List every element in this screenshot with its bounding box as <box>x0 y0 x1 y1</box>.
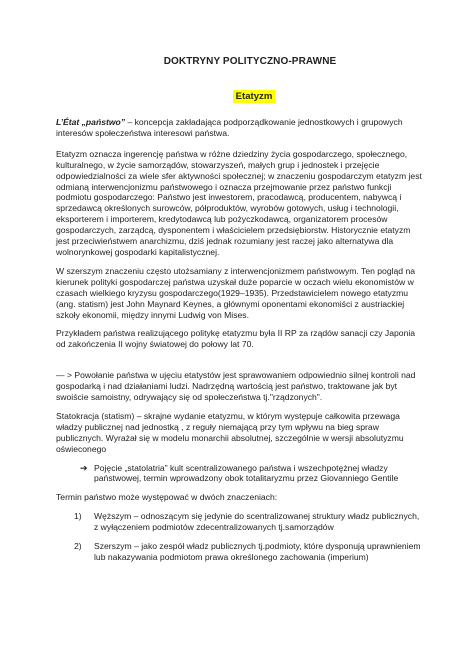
paragraph-statocracy: Statokracja (statism) – skrajne wydanie etatyzmu, w którym występuje całkowita przewaga władzy publicznej nad jednostką , z reguły niemającą przy tym wpływu na bieg spraw publicznych. Wyrażał się w modelu monarchii absolutnej, szczególnie w wersji absolutyzmu oświeconego <box>56 410 404 454</box>
paragraph-interventionism: W szerszym znaczeniu często utożsamiany z interwencjonizmem państwowym. Ten pogląd na kierunek polityki gospodarczej państwa uzyskał duże poparcie w oczach wielu ekonomistów w czasach wielkiego kryzysu gospodarczego(1929–1935). Przedstawicielem nowego etatyzmu (ang. statism) jest John Maynard Keynes, a głównymi oponentami ekonomiści z austriackiej szkoły ekonomii, między innymi Ludwig von Mises. <box>56 265 416 320</box>
item-number: 2) <box>74 541 82 552</box>
paragraph-two-meanings: Termin państwo może występować w dwóch znaczeniach: <box>56 492 278 503</box>
section-heading-wrap <box>84 86 424 104</box>
spacer <box>56 358 424 370</box>
numbered-item-1 <box>74 511 424 533</box>
paragraph-example: Przykładem państwa realizującego politykę etatyzmu była II RP za rządów sanacji czy Japonia od zakończenia II wojny światowej do połowy lat 70. <box>56 328 416 350</box>
numbered-item-2 <box>74 541 424 563</box>
arrow-right-icon: ➔ <box>80 462 88 473</box>
definition-text: – koncepcja zakładająca podporządkowanie jednostkowych i grupowych interesów społeczeństwa interesowi państwa. <box>56 117 403 138</box>
paragraph-definition <box>56 117 424 139</box>
item-text: Szerszym – jako zespół władz publicznych tj.podmioty, które dysponują uprawnieniem lub nakazywania podmiotom prawa określonego zachowania (imperium) <box>94 541 421 562</box>
definition-term: L’État „państwo” <box>56 117 126 127</box>
paragraph-state-role: — > Powołanie państwa w ujęciu etatystów jest sprawowaniem odpowiednio silnej kontroli nad gospodarką i nad działaniami ludzi. Nadrzędną wartością jest państwo, traktowane jak byt swoiście samoistny, odrywający się od społeczeństwa tj."rządzonych". <box>56 370 416 403</box>
arrow-bullet-text: Pojęcie „statolatria” kult scentralizowanego państwa i wszechpotężnej władzy państwowej, termin wprowadzony obok totalitaryzmu przez Giovanniego Gentile <box>94 462 399 484</box>
paragraph-etatism-meaning: Etatyzm oznacza ingerencję państwa w różne dziedziny życia gospodarczego, społecznego, kulturalnego, w życie samorządów, stowarzyszeń, małych grup i jednostek i przejęcie odpowiedzialności za wiele sfer aktywności społecznej; w znaczeniu gospodarczym etatyzm jest odmianą interwencjonizmu państwowego i oznacza przejmowanie przez państwo funkcji podmiotu gospodarczego: Państwo jest inwestorem, pracodawcą, producentem, nabywcą i sprzedawcą określonych surowców, półproduktów, wyrobów gotowych, usług i technologii, eksporterem i importerem, kredytodawcą lub pożyczkodawcą, organizatorem procesów gospodarczych, zarządcą, dysponentem i właścicielem przedsiębiorstw. Historycznie etatyzm jest przeciwieństwem anarchizmu, dziś jednak rozumiany jest raczej jako alternatywa dla wolnorynkowej gospodarki kapitalistycznej. <box>56 148 422 257</box>
item-number: 1) <box>74 511 82 522</box>
section-heading-highlighted: Etatyzm <box>233 90 276 103</box>
item-text: Węższym – odnoszącym się jedynie do scentralizowanej struktury władz publicznych, z wyłączeniem podmiotów zdecentralizowanych tj.samorządów <box>94 511 420 533</box>
document-title: DOKTRYNY POLITYCZNO-PRAWNE <box>163 56 337 67</box>
arrow-bullet-item <box>80 463 424 485</box>
